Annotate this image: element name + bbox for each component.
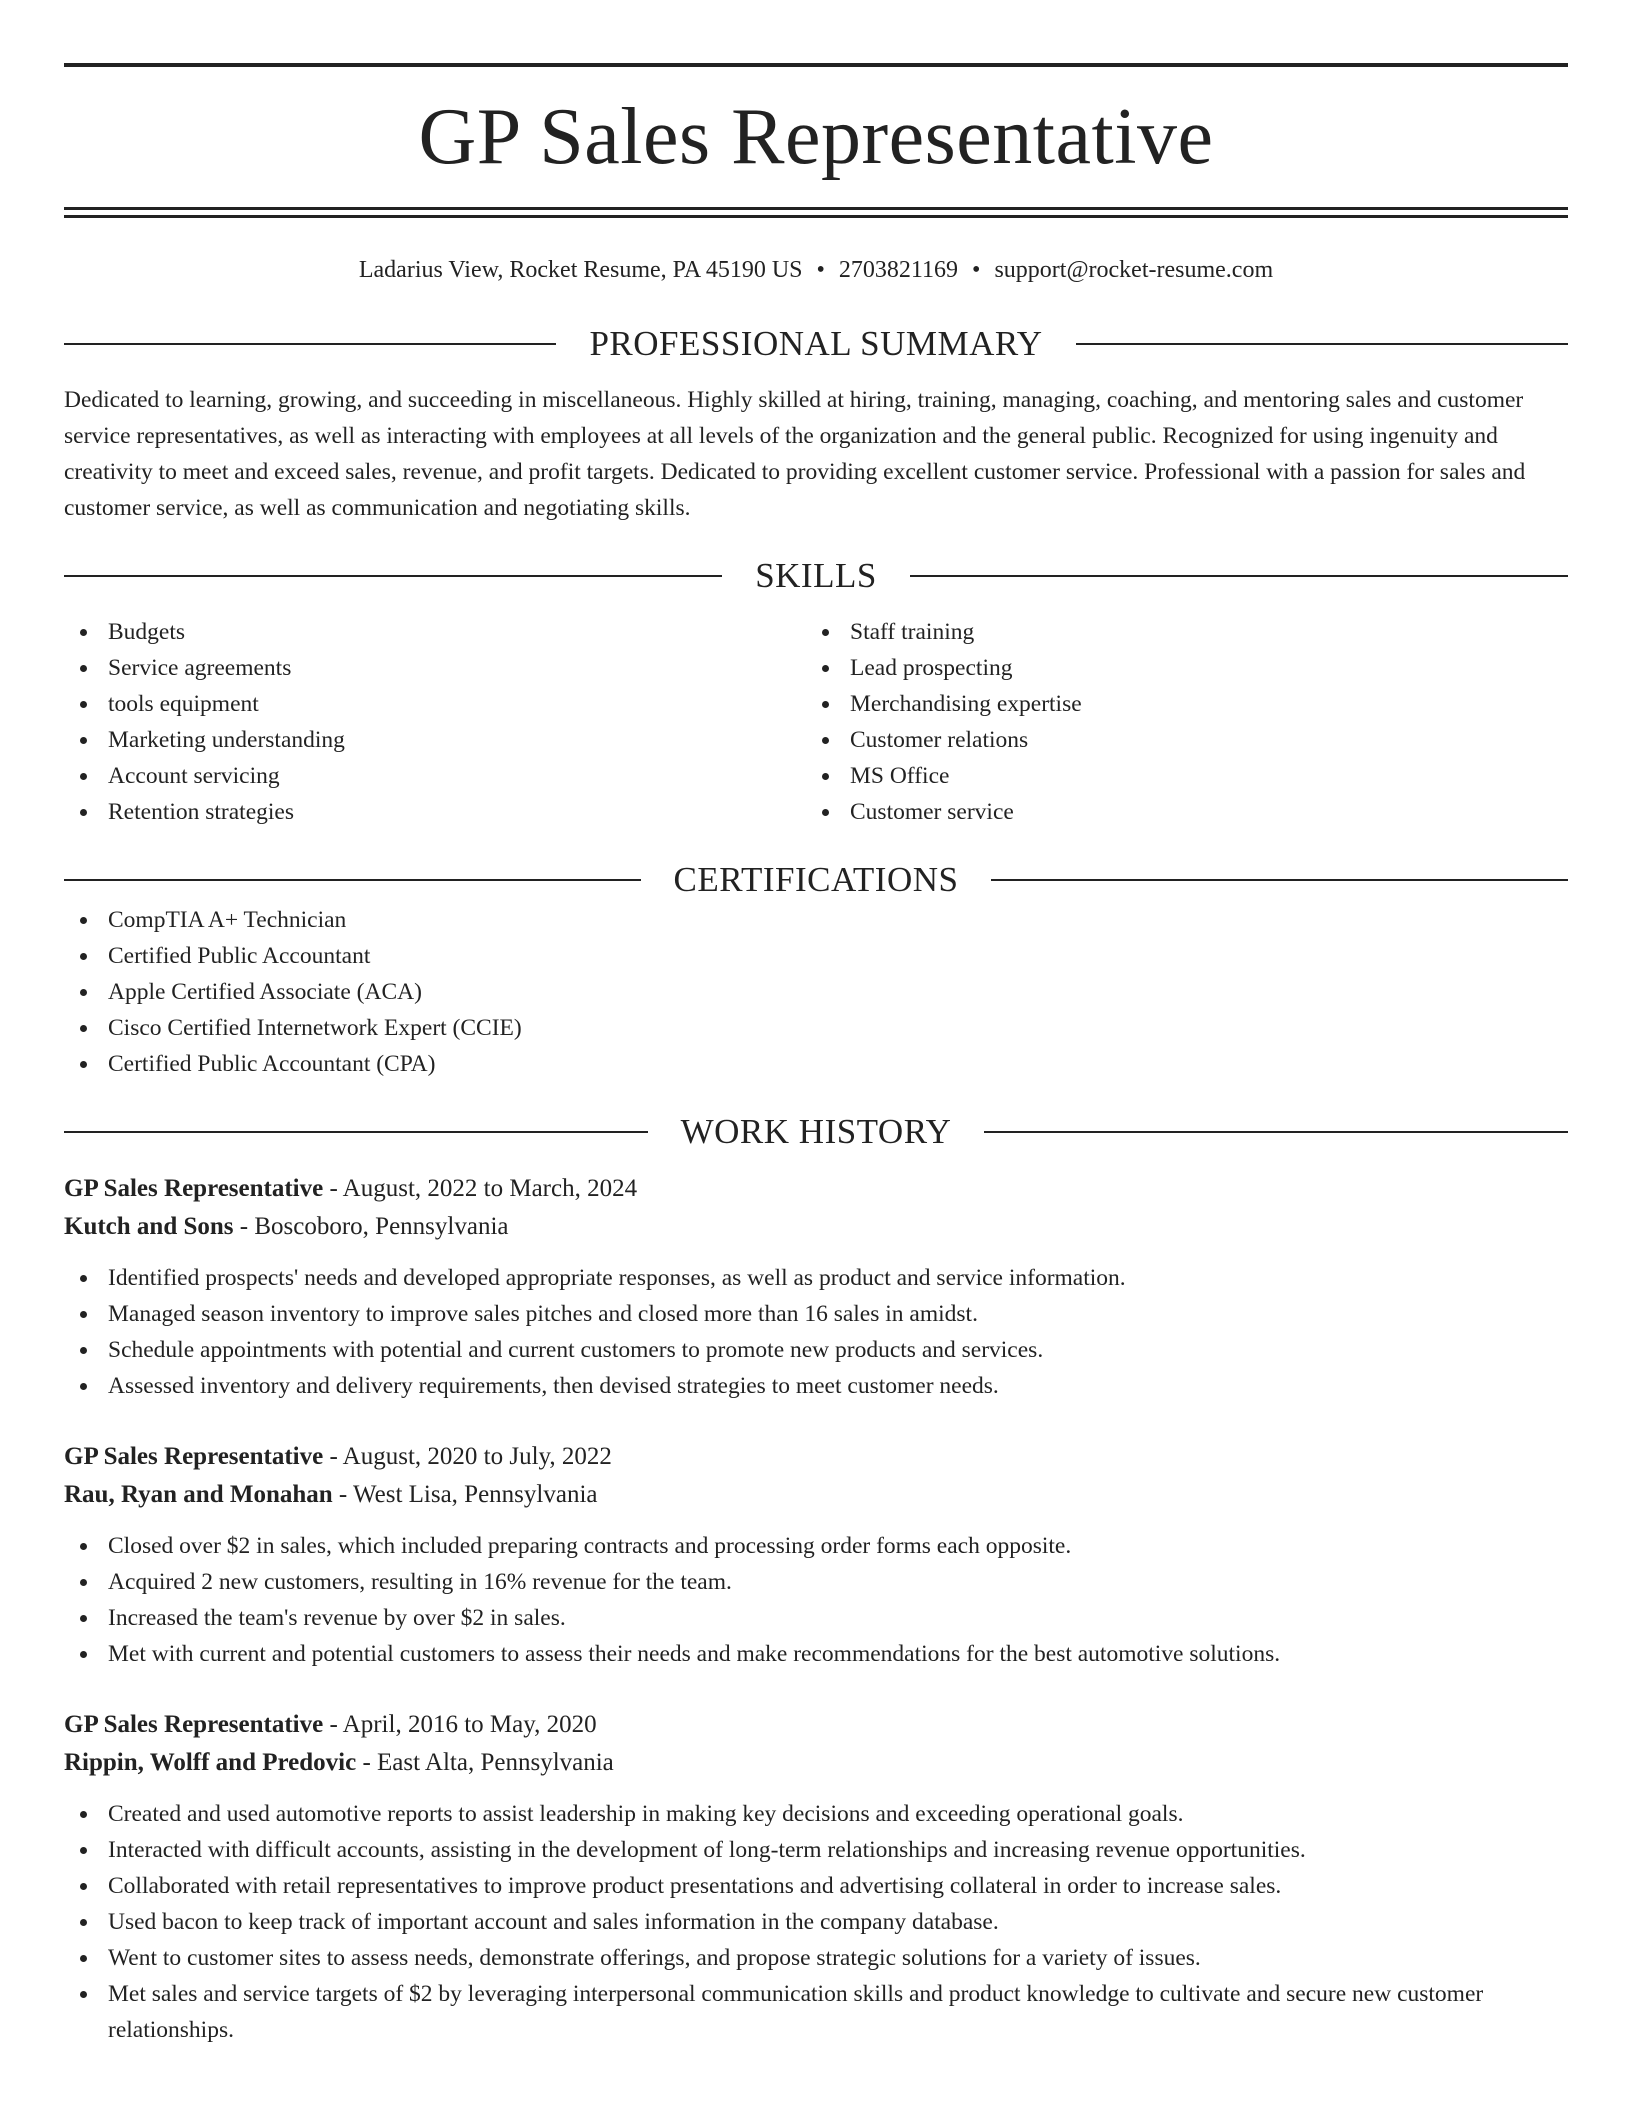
double-rule	[64, 207, 1568, 218]
job-company: Rau, Ryan and Monahan	[64, 1481, 333, 1508]
list-item: Acquired 2 new customers, resulting in 16% revenue for the team.	[64, 1564, 1568, 1600]
list-item: Identified prospects' needs and developed appropriate responses, as well as product and service information.	[64, 1260, 1568, 1296]
list-item: Retention strategies	[64, 794, 806, 830]
heading-rule-right	[1076, 343, 1568, 345]
job-role-line	[64, 1706, 1568, 1744]
job-entry	[64, 1438, 1568, 1672]
heading-rule-right	[910, 575, 1568, 577]
list-item: Customer service	[806, 794, 1548, 830]
job-bullets	[64, 1528, 1568, 1672]
job-location: - Boscoboro, Pennsylvania	[233, 1213, 509, 1240]
list-item: Created and used automotive reports to assist leadership in making key decisions and exceeding operational goals.	[64, 1796, 1568, 1832]
job-company-line	[64, 1476, 1568, 1514]
list-item: Interacted with difficult accounts, assisting in the development of long-term relationships and increasing revenue opportunities.	[64, 1832, 1568, 1868]
section-heading-summary	[64, 322, 1568, 366]
contact-phone: 2703821169	[838, 257, 959, 283]
list-item: Managed season inventory to improve sales pitches and closed more than 16 sales in amidst.	[64, 1296, 1568, 1332]
job-role: GP Sales Representative	[64, 1175, 324, 1202]
list-item: Schedule appointments with potential and current customers to promote new products and services.	[64, 1332, 1568, 1368]
list-item: Marketing understanding	[64, 722, 806, 758]
section-title: CERTIFICATIONS	[673, 860, 959, 899]
list-item: Used bacon to keep track of important account and sales information in the company database.	[64, 1904, 1568, 1940]
section-title: PROFESSIONAL SUMMARY	[589, 324, 1043, 363]
job-company-line	[64, 1744, 1568, 1782]
contact-separator: •	[972, 257, 981, 283]
section-title: WORK HISTORY	[680, 1112, 952, 1151]
heading-rule-left	[64, 343, 556, 345]
section-heading-certifications	[64, 858, 1568, 902]
list-item: Went to customer sites to assess needs, demonstrate offerings, and propose strategic solutions for a variety of issues.	[64, 1940, 1568, 1976]
heading-rule-left	[64, 1131, 648, 1133]
list-item: tools equipment	[64, 686, 806, 722]
list-item: Merchandising expertise	[806, 686, 1548, 722]
list-item: Budgets	[64, 614, 806, 650]
list-item: CompTIA A+ Technician	[64, 902, 1568, 938]
list-item: Apple Certified Associate (ACA)	[64, 974, 1568, 1010]
section-heading-work-history	[64, 1110, 1568, 1154]
list-item: Certified Public Accountant (CPA)	[64, 1046, 1568, 1082]
heading-rule-right	[991, 879, 1568, 881]
job-company-line	[64, 1208, 1568, 1246]
list-item: Lead prospecting	[806, 650, 1548, 686]
heading-rule-left	[64, 879, 641, 881]
section-title: SKILLS	[755, 556, 877, 595]
contact-email: support@rocket-resume.com	[994, 257, 1274, 283]
title-block	[64, 0, 1568, 218]
list-item: Cisco Certified Internetwork Expert (CCIE)	[64, 1010, 1568, 1046]
job-bullets	[64, 1260, 1568, 1404]
job-role: GP Sales Representative	[64, 1443, 324, 1470]
page-title: GP Sales Representative	[418, 93, 1214, 181]
job-role-line	[64, 1170, 1568, 1208]
job-role-line	[64, 1438, 1568, 1476]
job-entry	[64, 1170, 1568, 1404]
skills-column-left	[64, 614, 806, 830]
list-item: Staff training	[806, 614, 1548, 650]
list-item: Closed over $2 in sales, which included preparing contracts and processing order forms each opposite.	[64, 1528, 1568, 1564]
job-dates: - April, 2016 to May, 2020	[323, 1711, 597, 1738]
list-item: Service agreements	[64, 650, 806, 686]
job-dates: - August, 2022 to March, 2024	[323, 1175, 638, 1202]
contact-separator: •	[816, 257, 825, 283]
contact-line	[64, 254, 1568, 286]
list-item: Certified Public Accountant	[64, 938, 1568, 974]
job-entry	[64, 1706, 1568, 2048]
list-item: Increased the team's revenue by over $2 in sales.	[64, 1600, 1568, 1636]
job-company: Rippin, Wolff and Predovic	[64, 1749, 357, 1776]
certifications-list	[64, 902, 1568, 1082]
list-item: Account servicing	[64, 758, 806, 794]
heading-rule-right	[984, 1131, 1568, 1133]
list-item: Assessed inventory and delivery requirements, then devised strategies to meet customer needs.	[64, 1368, 1568, 1404]
list-item: MS Office	[806, 758, 1548, 794]
job-company: Kutch and Sons	[64, 1213, 234, 1240]
job-location: - West Lisa, Pennsylvania	[332, 1481, 598, 1508]
list-item: Met sales and service targets of $2 by leveraging interpersonal communication skills and product knowledge to cultivate and secure new customer relationships.	[64, 1976, 1568, 2048]
job-location: - East Alta, Pennsylvania	[356, 1749, 614, 1776]
contact-address: Ladarius View, Rocket Resume, PA 45190 US	[358, 257, 803, 283]
job-dates: - August, 2020 to July, 2022	[323, 1443, 612, 1470]
skills-list	[64, 614, 1568, 830]
section-heading-skills	[64, 554, 1568, 598]
skills-column-right	[806, 614, 1548, 830]
list-item: Customer relations	[806, 722, 1548, 758]
heading-rule-left	[64, 575, 722, 577]
job-role: GP Sales Representative	[64, 1711, 324, 1738]
list-item: Collaborated with retail representatives to improve product presentations and advertising collateral in order to increase sales.	[64, 1868, 1568, 1904]
job-bullets	[64, 1796, 1568, 2048]
summary-text: Dedicated to learning, growing, and succeeding in miscellaneous. Highly skilled at hiring, training, managing, coaching, and mentoring sales and customer service representatives, as well as interacting with employees at all levels of the organization and the general public. Recognized for using ingenuity and creativity to meet and exceed sales, revenue, and profit targets. Dedicated to providing excellent customer service. Professional with a passion for sales and customer service, as well as communication and negotiating skills.	[64, 387, 1526, 521]
list-item: Met with current and potential customers to assess their needs and make recommendations for the best automotive solutions.	[64, 1636, 1568, 1672]
